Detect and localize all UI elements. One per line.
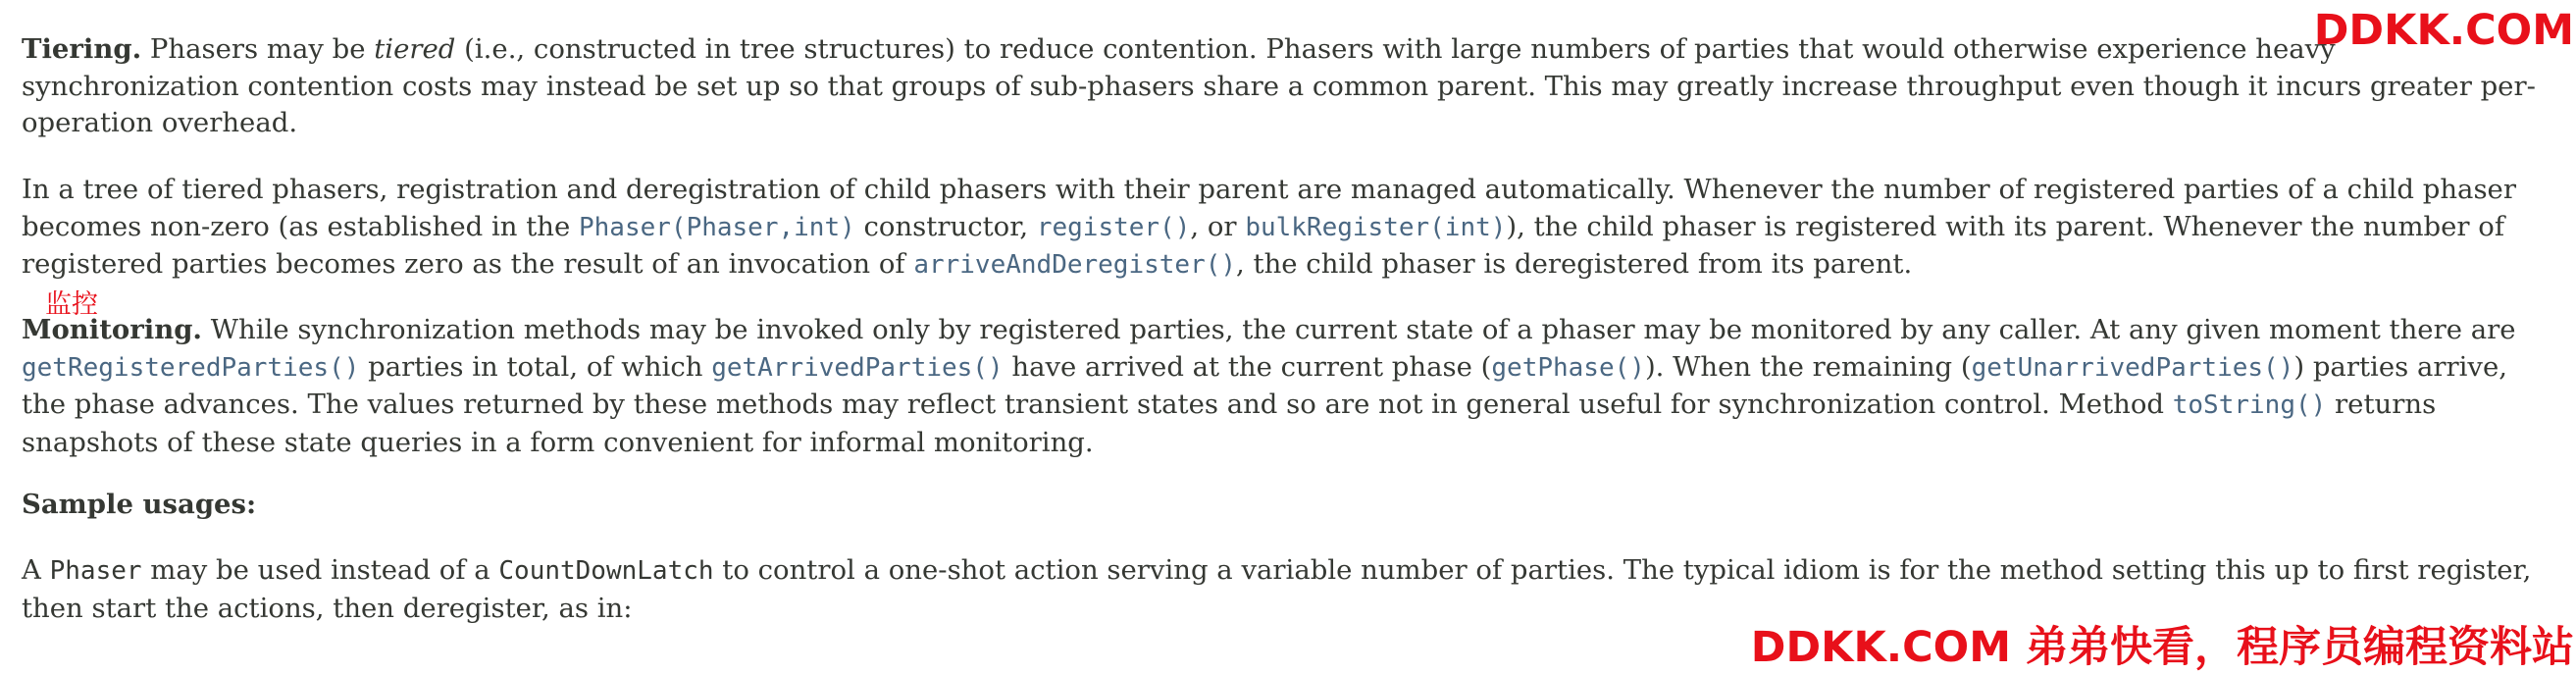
- monitoring-heading: Monitoring.: [22, 314, 203, 345]
- arrive-and-deregister-link[interactable]: arriveAndDeregister(): [913, 250, 1237, 280]
- get-phase-link[interactable]: getPhase(): [1491, 352, 1645, 383]
- tree-paragraph: [22, 172, 2552, 285]
- monitoring-text-3: have arrived at the current phase (: [1003, 350, 1492, 383]
- monitoring-text-6: returns snapshots of these state queries in a form convenient for informal monitoring.: [22, 389, 2437, 458]
- phaser-constructor-link[interactable]: Phaser(Phaser,int): [579, 212, 855, 242]
- tiering-text-2: (i.e., constructed in tree structures) to reduce contention. Phasers with large numbers of parties that would otherwise experience heavy synchronization contention costs may instead be set up so that groups of sub-phasers share a common parent. This may greatly increase throughput even though it incurs greater per-operation overhead.: [22, 33, 2536, 138]
- bulk-register-link[interactable]: bulkRegister(int): [1245, 212, 1507, 242]
- get-arrived-parties-link[interactable]: getArrivedParties(): [711, 352, 1004, 383]
- get-registered-parties-link[interactable]: getRegisteredParties(): [22, 352, 360, 383]
- watermark-monitoring-label: 监控: [45, 289, 98, 320]
- monitoring-text-1: While synchronization methods may be invoked only by registered parties, the current state of a phaser may be monitored by any caller. At any given moment there are: [202, 314, 2516, 345]
- tree-text-2: constructor,: [854, 210, 1037, 242]
- tree-text-4: ), the child phaser is registered with its parent. Whenever the number of registered parties becomes zero as the result of an invocation of: [22, 210, 2505, 280]
- watermark-bottom: DDKK.COM 弟弟快看，程序员编程资料站: [1750, 623, 2574, 672]
- to-string-link[interactable]: toString(): [2172, 390, 2327, 420]
- tree-text-5: , the child phaser is deregistered from its parent.: [1236, 248, 1913, 280]
- usage-text-1: A: [22, 554, 50, 586]
- tiering-paragraph: [22, 31, 2552, 142]
- usage-text-3: to control a one-shot action serving a variable number of parties. The typical idiom is for the method setting this up to first register, then start the actions, then deregister, as in:: [22, 554, 2532, 624]
- tiered-emphasis: tiered: [374, 33, 456, 65]
- get-unarrived-parties-link[interactable]: getUnarrivedParties(): [1971, 352, 2294, 383]
- tree-text-1: In a tree of tiered phasers, registration and deregistration of child phasers with their parent are managed automatically. Whenever the number of registered parties of a child phaser becomes non-zero (as established in the: [22, 174, 2516, 242]
- tree-text-3: , or: [1190, 210, 1246, 242]
- monitoring-text-2: parties in total, of which: [359, 350, 712, 383]
- monitoring-text-5: ) parties arrive, the phase advances. The values returned by these methods may reflect transient states and so are not in general useful for synchronization control. Method: [22, 350, 2507, 420]
- tiering-heading: Tiering.: [22, 33, 142, 65]
- tiering-text-1: Phasers may be: [141, 33, 375, 65]
- phaser-code: Phaser: [49, 556, 142, 586]
- monitoring-text-4: ). When the remaining (: [1644, 350, 1972, 383]
- register-link[interactable]: register(): [1036, 212, 1191, 242]
- usage-text-2: may be used instead of a: [141, 554, 499, 586]
- watermark-top: DDKK.COM: [2313, 6, 2574, 55]
- countdownlatch-code: CountDownLatch: [498, 556, 714, 586]
- sample-usages-heading-paragraph: [22, 487, 2552, 524]
- sample-usages-heading: Sample usages:: [22, 489, 257, 520]
- monitoring-paragraph: [22, 312, 2552, 461]
